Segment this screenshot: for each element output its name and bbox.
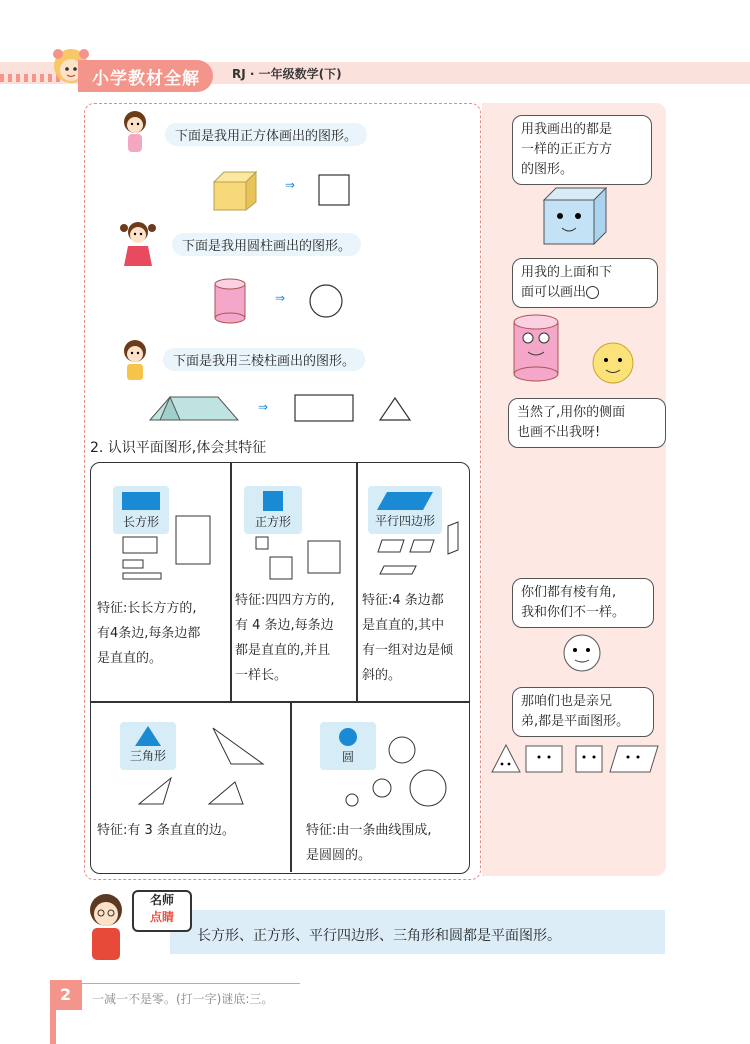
rectangle-examples xyxy=(120,514,215,582)
girl-character-icon xyxy=(118,108,152,158)
triangle-examples xyxy=(135,726,265,808)
parallelogram-label: 平行四边形 xyxy=(374,514,435,528)
parallelogram-examples xyxy=(376,520,464,580)
page-number: 2 xyxy=(60,985,72,1004)
circle-trace xyxy=(308,283,344,319)
parallelogram-swatch xyxy=(375,490,435,512)
section2-heading: 2. 认识平面图形,体会其特征 xyxy=(90,440,267,456)
triangle-feature: 特征:有 3 条直直的边。 xyxy=(97,823,235,838)
square-swatch xyxy=(263,491,283,511)
square-examples xyxy=(254,535,344,583)
triangle-trace xyxy=(378,396,412,422)
tip-text: 长方形、正方形、平行四边形、三角形和圆都是平面图形。 xyxy=(197,928,561,944)
tip-badge: 名师 点睛 xyxy=(132,890,192,932)
circle-feature: 特征:由一条曲线围成, 是圆圆的。 xyxy=(306,823,432,863)
small-circle-icon xyxy=(586,286,599,299)
arrow-icon: ⇒ xyxy=(285,178,296,192)
sidebar-bubble-circle-reply: 当然了,用你的侧面 也画不出我呀! xyxy=(508,398,666,448)
header-subtitle: RJ · 一年级数学(下) xyxy=(232,67,342,81)
rectangle-trace xyxy=(294,394,356,424)
sidebar-bubble-circle: 你们都有棱有角, 我和你们不一样。 xyxy=(512,578,654,628)
sidebar-bubble-final: 那咱们也是亲兄 弟,都是平面图形。 xyxy=(512,687,654,737)
parallelogram-feature: 特征:4 条边都 是直直的,其中 有一组对边是倾 斜的。 xyxy=(362,593,454,683)
rectangle-swatch xyxy=(122,492,160,510)
cube-character-icon xyxy=(540,186,610,248)
boy-character-icon xyxy=(115,336,155,386)
grid-divider xyxy=(230,462,232,702)
cylinder-character-icon xyxy=(508,312,564,384)
arrow-icon: ⇒ xyxy=(275,291,286,305)
footer-riddle: 一减一不是零。(打一字)谜底:三。 xyxy=(92,992,274,1006)
square-feature: 特征:四四方方的, 有 4 条边,每条边 都是直直的,并且 一样长。 xyxy=(235,593,335,683)
circle-face-icon xyxy=(560,632,604,674)
bubble-cylinder: 下面是我用圆柱画出的图形。 xyxy=(172,233,361,256)
cylinder-solid-icon xyxy=(212,278,248,324)
square-label-card xyxy=(244,486,302,534)
circle-label: 圆 xyxy=(341,750,354,764)
circle-examples xyxy=(340,734,450,810)
triangle-label: 三角形 xyxy=(129,749,166,763)
grid-divider xyxy=(90,701,470,703)
arrow-icon: ⇒ xyxy=(258,400,269,414)
flat-shapes-family-icon xyxy=(490,742,662,776)
square-trace xyxy=(318,174,350,206)
sidebar-bubble-cylinder: 用我的上面和下 面可以画出 xyxy=(512,258,658,308)
grid-divider xyxy=(290,701,292,872)
bubble-prism: 下面是我用三棱柱画出的图形。 xyxy=(163,348,365,371)
rectangle-feature: 特征:长长方方的, 有4条边,每条边都 是直直的。 xyxy=(97,601,201,666)
circle-character-icon xyxy=(590,340,636,386)
sidebar-bubble-cube: 用我画出的都是 一样的正正方方 的图形。 xyxy=(512,115,652,185)
bubble-cube: 下面是我用正方体画出的图形。 xyxy=(165,123,367,146)
girl-pigtails-icon xyxy=(118,218,158,270)
header-title: 小学教材全解 xyxy=(92,69,200,89)
cube-solid-icon xyxy=(210,170,260,212)
triangular-prism-icon xyxy=(148,393,240,423)
footer-line xyxy=(80,983,300,984)
square-label: 正方形 xyxy=(254,515,291,529)
rectangle-label: 长方形 xyxy=(122,515,159,529)
